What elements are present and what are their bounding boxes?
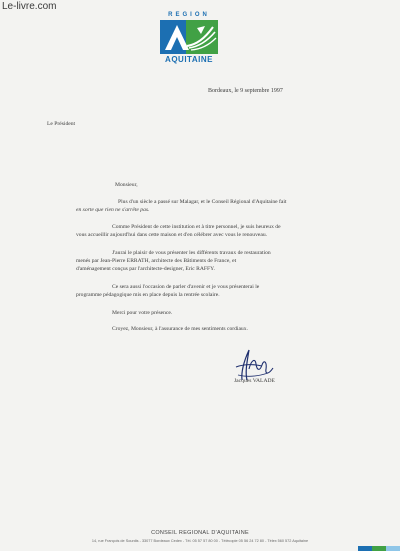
- paragraph-line: Ce sera aussi l'occasion de parler d'avenir et je vous présenterai le: [112, 284, 260, 290]
- paragraph-line: programme pédagogique mis en place depuis la rentrée scolaire.: [76, 292, 220, 298]
- paragraph-line: en sorte que rien ne s'arrête pas.: [76, 207, 150, 213]
- region-logo: [156, 12, 222, 64]
- strip-light-blue: [386, 546, 400, 551]
- watermark-text: Le-livre.com: [2, 1, 57, 12]
- strip-green: [372, 546, 386, 551]
- strip-blue: [358, 546, 372, 551]
- paragraph-line: Comme Président de cette institution et à titre personnel, je suis heureux de: [112, 224, 281, 230]
- paragraph-line: vous accueillir aujourd'hui dans cette maison et d'en célébrer avec vous le renouveau.: [76, 232, 268, 238]
- paragraph-line: Merci pour votre présence.: [112, 310, 173, 316]
- paragraph-line: Croyez, Monsieur, à l'assurance de mes sentiments cordiaux.: [112, 326, 248, 332]
- footer-organization: CONSEIL REGIONAL D'AQUITAINE: [151, 530, 249, 536]
- paragraph-line: Plus d'un siècle a passé sur Malagar, et le Conseil Régional d'Aquitaine fait: [118, 199, 287, 205]
- logo-region-word: REGION: [168, 12, 210, 18]
- salutation: Monsieur,: [115, 182, 138, 188]
- paragraph-line: d'aménagement conçus par l'architecte-designer, Eric RAFFY.: [76, 266, 215, 272]
- corner-color-strip: [358, 546, 400, 551]
- signatory-name: Jacques VALADE: [234, 378, 275, 384]
- paragraph-line: J'aurai le plaisir de vous présenter les différents travaux de restauration: [112, 250, 271, 256]
- aquitaine-logo-icon: [160, 20, 218, 54]
- letter-date: Bordeaux, le 9 septembre 1997: [208, 88, 283, 94]
- paragraph-line: menés par Jean-Pierre ERRATH, architecte des Bâtiments de France, et: [76, 258, 237, 264]
- logo-region-name: AQUITAINE: [165, 55, 213, 64]
- sender-title: Le Président: [47, 121, 76, 127]
- footer-address: 14, rue François de Sourdis - 33077 Bordeaux Cedex - Tél. 05 57 57 80 00 - Télécopie 05 56 24 72 80 - Télex 560 572 Aquitaine: [91, 539, 309, 543]
